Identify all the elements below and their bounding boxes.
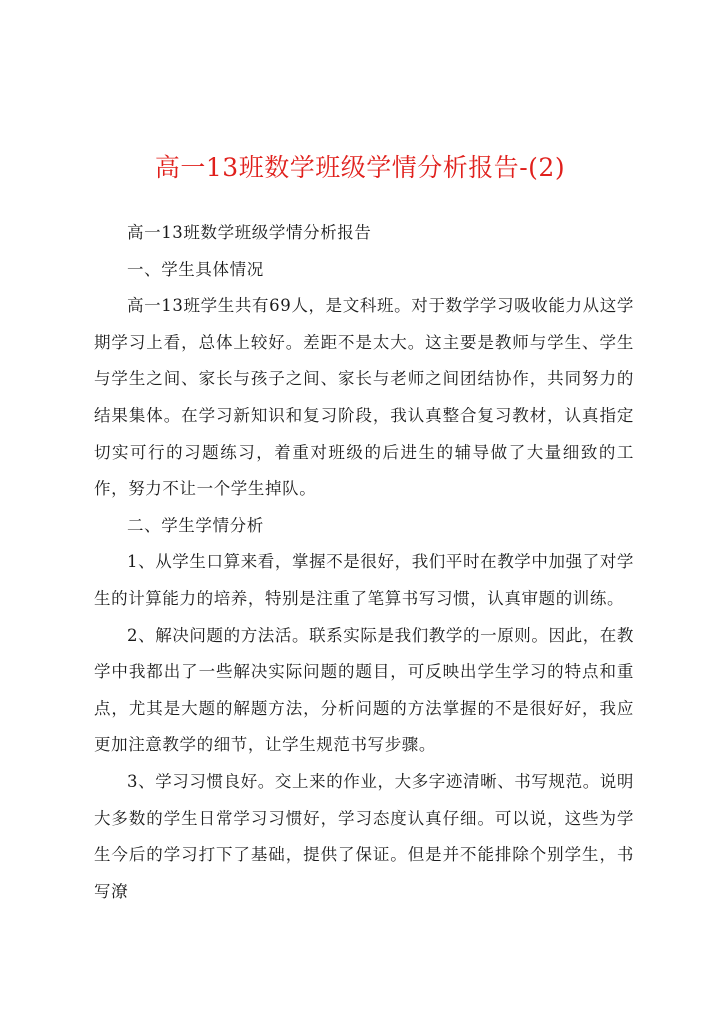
analysis-point-3-paragraph: 3、学习习惯良好。交上来的作业，大多字迹清晰、书写规范。说明大多数的学生日常学习习惯好，学习态度认真仔细。可以说，这些为学生今后的学习打下了基础，提供了保证。但是并不能排除个别学生，书写潦 xyxy=(94,771,634,901)
report-heading-paragraph: 高一13班数学班级学情分析报告 xyxy=(127,223,372,242)
section-heading-student-situation: 一、学生具体情况 xyxy=(127,259,264,279)
document-title: 高一13班数学班级学情分析报告-(2) xyxy=(154,153,566,182)
student-situation-paragraph: 高一13班学生共有69人，是文科班。对于数学学习吸收能力从这学期学习上看，总体上较好。差距不是太大。这主要是教师与学生、学生与学生之间、家长与孩子之间、家长与老师之间团结协作，共同努力的结果集体。在学习新知识和复习阶段，我认真整合复习教材，认真指定切实可行的习题练习，着重对班级的后进生的辅导做了大量细致的工作，努力不让一个学生掉队。 xyxy=(94,296,634,499)
analysis-point-1-paragraph: 1、从学生口算来看，掌握不是很好，我们平时在教学中加强了对学生的计算能力的培养，特别是注重了笔算书写习惯，认真审题的训练。 xyxy=(94,552,634,608)
analysis-point-2-paragraph: 2、解决问题的方法活。联系实际是我们教学的一原则。因此，在教学中我都出了一些解决实际问题的题目，可反映出学生学习的特点和重点，尤其是大题的解题方法，分析问题的方法掌握的不是很好好，我应更加注意教学的细节，让学生规范书写步骤。 xyxy=(94,625,634,755)
document-body xyxy=(94,215,634,910)
section-heading-learning-analysis: 二、学生学情分析 xyxy=(127,515,264,535)
